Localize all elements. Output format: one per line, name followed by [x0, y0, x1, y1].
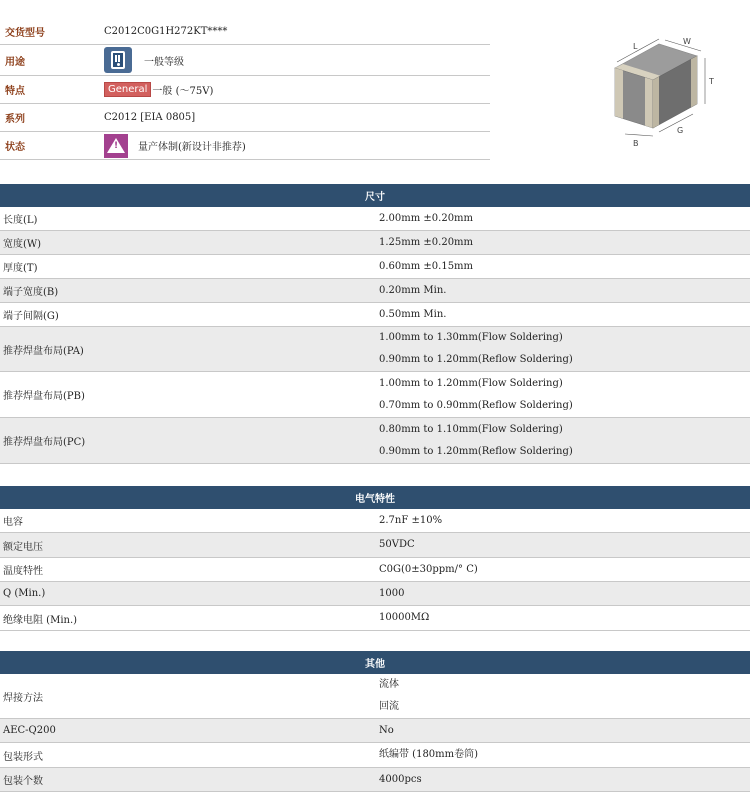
row-values [378, 303, 750, 326]
section-electrical [0, 486, 750, 631]
row-value: 2.7nF ±10% [379, 514, 443, 526]
row-value: 0.60mm ±0.15mm [379, 260, 474, 272]
table-row [0, 582, 750, 606]
row-value: 纸编带 (180mm卷筒) [379, 749, 479, 760]
row-value: 0.90mm to 1.20mm(Reflow Soldering) [379, 354, 573, 365]
row-values [378, 582, 750, 605]
chip-dimension-diagram [595, 32, 745, 152]
table-row [0, 606, 750, 631]
row-values [378, 768, 750, 791]
summary-row-feature [0, 76, 490, 104]
row-label: 推荐焊盘布局(PB) [3, 391, 85, 402]
row-values [378, 231, 750, 254]
table-row [0, 768, 750, 792]
status-label: 状态 [5, 142, 25, 153]
row-label: 推荐焊盘布局(PC) [3, 437, 86, 448]
row-value: 50VDC [379, 539, 415, 550]
label-b: B [633, 139, 639, 148]
status-value-wrap [104, 134, 246, 158]
table-row [0, 719, 750, 743]
row-label: Q (Min.) [3, 588, 46, 599]
row-label: 电容 [3, 517, 23, 528]
table-row [0, 372, 750, 418]
row-values [378, 207, 750, 230]
row-value: 1.00mm to 1.20mm(Flow Soldering) [379, 377, 563, 389]
warning-icon: ! [104, 134, 128, 158]
row-value: 1.00mm to 1.30mm(Flow Soldering) [379, 332, 563, 343]
row-label: 包装个数 [3, 776, 43, 787]
label-l: L [633, 42, 638, 51]
row-label: 包装形式 [3, 751, 43, 763]
product-summary [0, 18, 490, 160]
table-row [0, 279, 750, 303]
label-g: G [677, 126, 684, 135]
summary-row-status [0, 132, 490, 160]
row-values [378, 719, 750, 742]
row-label: 端子间隔(G) [3, 311, 59, 322]
row-value: 2.00mm ±0.20mm [379, 212, 474, 224]
row-label: 额定电压 [3, 541, 43, 553]
row-value: 流体 [379, 679, 399, 690]
row-values [378, 533, 750, 557]
row-values [378, 418, 750, 463]
row-value: 0.70mm to 0.90mm(Reflow Soldering) [379, 399, 573, 411]
table-row [0, 303, 750, 327]
table-row [0, 231, 750, 255]
table-row [0, 509, 750, 533]
row-label: 焊接方法 [3, 692, 43, 704]
part-number-value: C2012C0G1H272KT**** [104, 25, 228, 37]
row-label: 长度(L) [3, 215, 38, 226]
row-values [378, 372, 750, 417]
use-value: 一般等级 [144, 56, 184, 68]
row-value: 1.25mm ±0.20mm [379, 236, 474, 248]
label-w: W [683, 37, 691, 46]
row-value: No [379, 724, 394, 736]
table-row [0, 558, 750, 582]
section-header-electrical: 电气特性 [0, 486, 750, 509]
general-use-icon [104, 47, 132, 73]
row-label: AEC-Q200 [3, 725, 56, 736]
use-value-wrap [104, 47, 184, 73]
label-t: T [709, 77, 714, 86]
row-value: 10000MΩ [379, 612, 430, 623]
row-label: 端子宽度(B) [3, 287, 59, 298]
row-value: 4000pcs [379, 773, 422, 785]
feature-label: 特点 [5, 86, 25, 97]
general-badge: General [104, 82, 151, 97]
row-value: 回流 [379, 701, 399, 712]
part-number-label: 交货型号 [5, 27, 45, 39]
table-row [0, 327, 750, 372]
table-row [0, 533, 750, 558]
section-other [0, 651, 750, 792]
row-label: 绝缘电阻 (Min.) [3, 614, 78, 626]
summary-row-series [0, 104, 490, 132]
row-value: 0.50mm Min. [379, 308, 447, 320]
table-row [0, 418, 750, 464]
row-values [378, 255, 750, 278]
section-header-dimensions: 尺寸 [0, 184, 750, 207]
section-header-other: 其他 [0, 651, 750, 674]
summary-row-use [0, 45, 490, 76]
row-value: 0.90mm to 1.20mm(Reflow Soldering) [379, 445, 573, 457]
row-value: 1000 [379, 587, 405, 599]
row-value: C0G(0±30ppm/° C) [379, 563, 478, 575]
row-values [378, 743, 750, 767]
series-value: C2012 [EIA 0805] [104, 112, 196, 123]
table-row [0, 207, 750, 231]
row-values [378, 674, 750, 718]
row-values [378, 279, 750, 302]
row-values [378, 558, 750, 581]
use-label: 用途 [5, 56, 25, 68]
section-dimensions [0, 184, 750, 464]
series-label: 系列 [5, 114, 25, 125]
feature-value: 一般 (～75V) [152, 86, 214, 97]
row-label: 宽度(W) [3, 239, 42, 250]
table-row [0, 743, 750, 768]
row-value: 0.80mm to 1.10mm(Flow Soldering) [379, 423, 563, 435]
row-label: 温度特性 [3, 566, 43, 577]
row-values [378, 327, 750, 371]
summary-row-part [0, 18, 490, 45]
row-label: 厚度(T) [3, 263, 38, 274]
row-values [378, 606, 750, 630]
feature-value-wrap [104, 82, 213, 97]
row-values [378, 509, 750, 532]
status-value: 量产体制(新设计非推荐) [138, 142, 246, 153]
row-label: 推荐焊盘布局(PA) [3, 345, 84, 357]
table-row [0, 255, 750, 279]
row-value: 0.20mm Min. [379, 284, 447, 296]
table-row [0, 674, 750, 719]
